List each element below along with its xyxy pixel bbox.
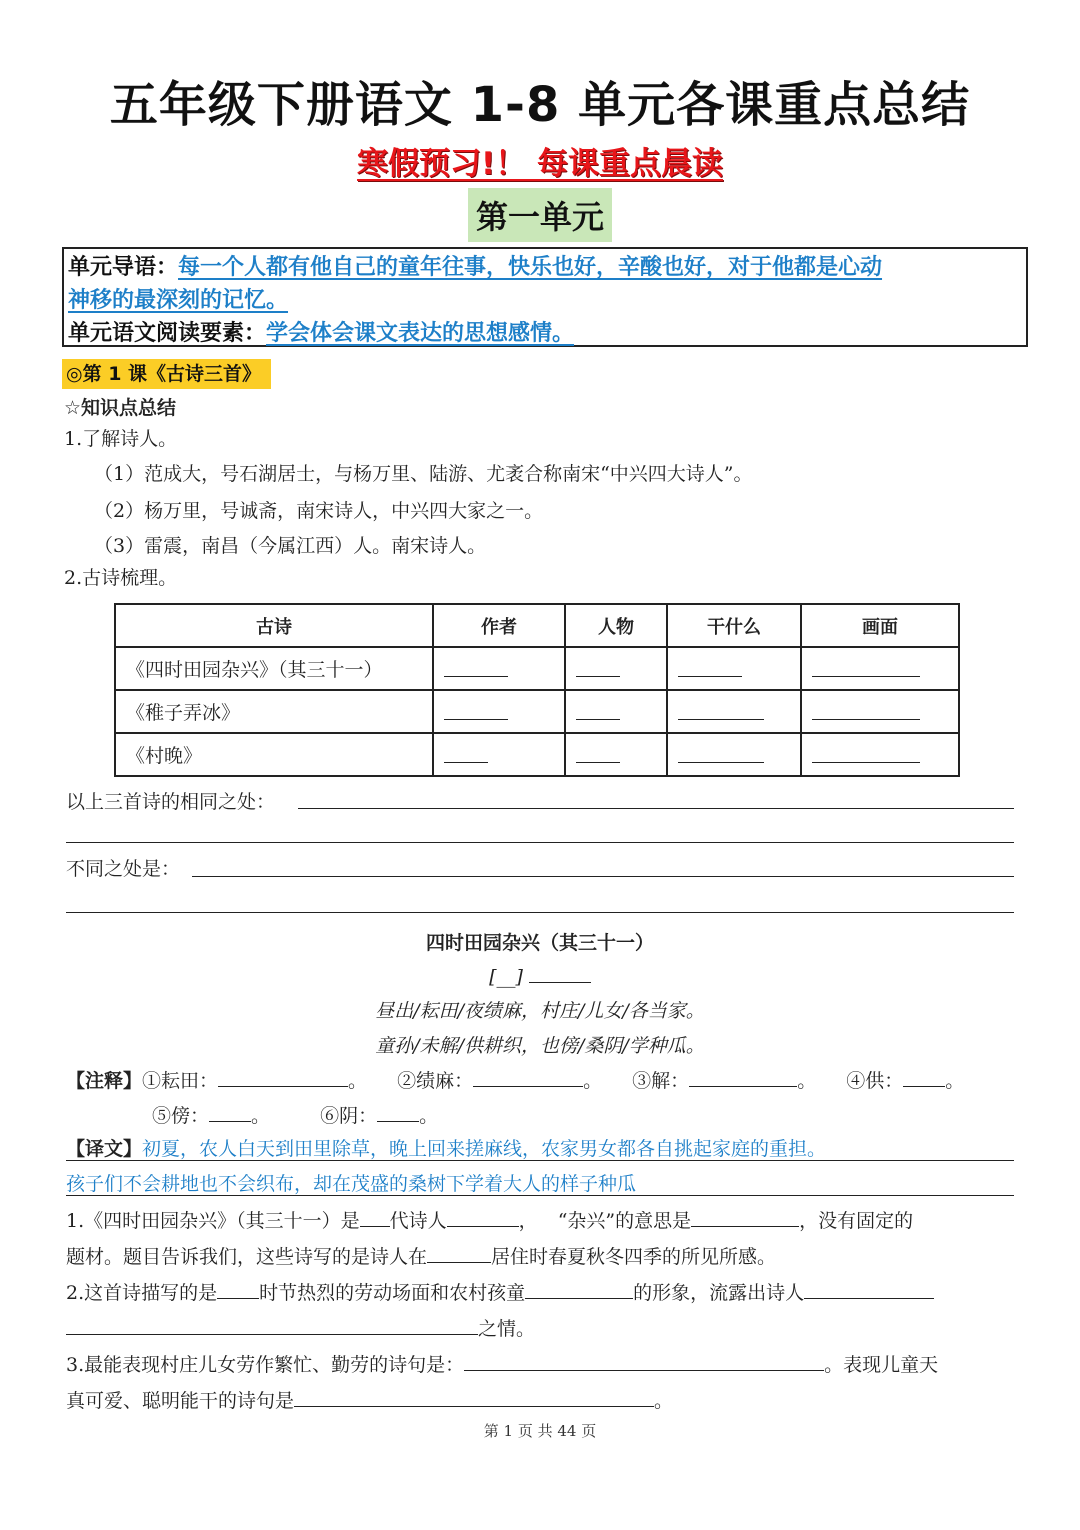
dynasty-bracket[interactable]: [__] — [489, 966, 523, 988]
blank-action[interactable] — [667, 690, 801, 733]
unit-guide — [68, 251, 1022, 284]
q1-place-blank[interactable] — [427, 1242, 491, 1263]
header-action: 干什么 — [667, 604, 801, 647]
knowledge-heading: ☆知识点总结 — [64, 397, 177, 419]
note-2-blank[interactable] — [473, 1066, 583, 1087]
table-row — [115, 733, 959, 776]
question-2-line-2: 之情。 — [66, 1314, 535, 1342]
notes-row-1: 【注释】①耘田： 。 ②绩麻： 。 ③解： 。 ④供： 。 — [66, 1066, 964, 1094]
header-poem: 古诗 — [115, 604, 433, 647]
question-1-line-1: 1.《四时田园杂兴》（其三十一）是 代诗人 ， “杂兴”的意思是 ，没有固定的 — [66, 1206, 913, 1234]
table-cell-poem: 《村晚》 — [115, 733, 433, 776]
q3-verse-blank-2[interactable] — [294, 1386, 654, 1407]
note-2: ②绩麻： — [397, 1070, 474, 1092]
poet-yang-wanli: （2）杨万里，号诚斋，南宋诗人，中兴四大家之一。 — [94, 500, 544, 522]
blank-author[interactable] — [433, 733, 565, 776]
q2-feeling-blank[interactable] — [804, 1278, 934, 1299]
poem-title: 四时田园杂兴（其三十一） — [425, 932, 654, 954]
lesson-badge: ◎第 1 课《古诗三首》 — [62, 359, 271, 389]
header-author: 作者 — [433, 604, 565, 647]
question-2-line-1: 2.这首诗描写的是 时节热烈的劳动场面和农村孩童 的形象，流露出诗人 — [66, 1278, 934, 1306]
table-cell-poem: 《稚子弄冰》 — [115, 690, 433, 733]
unit-guide-text-2: 神移的最深刻的记忆。 — [68, 288, 289, 313]
unit-reading-element — [68, 317, 1022, 350]
note-4-blank[interactable] — [903, 1066, 945, 1087]
notes-row-2: ⑤傍： 。 ⑥阴： 。 — [152, 1101, 438, 1129]
translation-row-1 — [66, 1136, 826, 1162]
poem-dynasty-author — [0, 962, 1080, 988]
unit-guide-label: 单元导语： — [68, 255, 179, 280]
diff-blank-line-2[interactable] — [66, 912, 1014, 913]
blank-scene[interactable] — [801, 690, 959, 733]
unit-guide-text: 每一个人都有他自己的童年往事，快乐也好，辛酸也好，对于他都是心动 — [178, 255, 883, 280]
translation-line-2: 孩子们不会耕地也不会织布，却在茂盛的桑树下学着大人的样子种瓜 — [66, 1173, 637, 1195]
note-4: ④供： — [846, 1070, 904, 1092]
page-footer: 第 1 页 共 44 页 — [483, 1422, 597, 1440]
blank-scene[interactable] — [801, 647, 959, 690]
blank-action[interactable] — [667, 733, 801, 776]
q1-poet-blank[interactable] — [447, 1206, 519, 1227]
unit-intro-box — [62, 247, 1028, 347]
note-5-blank[interactable] — [209, 1101, 251, 1122]
table-cell-poem: 《四时田园杂兴》（其三十一） — [115, 647, 433, 690]
q2-feeling-blank-2[interactable] — [66, 1314, 478, 1335]
unit-title: 第一单元 — [468, 188, 612, 242]
same-blank-line[interactable] — [298, 808, 1014, 809]
header-character: 人物 — [565, 604, 667, 647]
poet-fan-chengda: （1）范成大，号石湖居士，与杨万里、陆游、尤袤合称南宋“中兴四大诗人”。 — [94, 463, 753, 485]
note-1: ①耘田： — [142, 1070, 219, 1092]
question-3-line-1: 3.最能表现村庄儿女劳作繁忙、勤劳的诗句是： 。表现儿童天 — [66, 1350, 938, 1378]
q1-meaning-blank[interactable] — [691, 1206, 799, 1227]
diff-blank-line[interactable] — [192, 876, 1014, 877]
reading-element-text: 学会体会课文表达的思想感情。 — [266, 321, 575, 346]
poem-summary-table — [114, 603, 960, 777]
note-3: ③解： — [632, 1070, 690, 1092]
blank-author[interactable] — [433, 647, 565, 690]
diff-label: 不同之处是： — [66, 858, 181, 880]
blank-character[interactable] — [565, 690, 667, 733]
unit-heading-wrap — [0, 188, 1080, 242]
same-blank-line-2[interactable] — [66, 842, 1014, 843]
blank-character[interactable] — [565, 733, 667, 776]
table-row — [115, 690, 959, 733]
document-title: 五年级下册语文 1-8 单元各课重点总结 — [109, 77, 971, 133]
q2-season-blank[interactable] — [217, 1278, 259, 1299]
note-5: ⑤傍： — [152, 1105, 210, 1127]
q3-verse-blank-1[interactable] — [464, 1350, 824, 1371]
reading-element-label: 单元语文阅读要素： — [68, 321, 267, 346]
note-3-blank[interactable] — [689, 1066, 797, 1087]
table-header-row — [115, 604, 959, 647]
notes-label: 【注释】 — [66, 1070, 143, 1092]
unit-guide-cont — [68, 284, 1022, 317]
note-6: ⑥阴： — [320, 1105, 378, 1127]
translation-line-1: 初夏，农人白天到田里除草，晚上回来搓麻线，农家男女都各自挑起家庭的重担。 — [142, 1138, 827, 1160]
translation-underline-1 — [66, 1160, 1014, 1161]
blank-scene[interactable] — [801, 733, 959, 776]
blank-action[interactable] — [667, 647, 801, 690]
table-row — [115, 647, 959, 690]
poet-lei-zhen: （3）雷震，南昌（今属江西）人。南宋诗人。 — [94, 535, 487, 557]
item-poem-review: 2.古诗梳理。 — [64, 567, 178, 589]
note-1-blank[interactable] — [218, 1066, 348, 1087]
q2-image-blank[interactable] — [525, 1278, 633, 1299]
q1-dynasty-blank[interactable] — [360, 1206, 390, 1227]
translation-underline-2 — [66, 1195, 1014, 1196]
same-label: 以上三首诗的相同之处： — [66, 791, 276, 813]
item-know-poets: 1.了解诗人。 — [64, 428, 178, 450]
document-subtitle: 寒假预习!！ 每课重点晨读 — [357, 146, 723, 182]
question-3-line-2: 真可爱、聪明能干的诗句是 。 — [66, 1386, 673, 1414]
poem-line-2: 童孙/未解/供耕织，也傍/桑阴/学种瓜。 — [375, 1035, 705, 1057]
question-1-line-2: 题材。题目告诉我们，这些诗写的是诗人在 居住时春夏秋冬四季的所见所感。 — [66, 1242, 776, 1270]
header-scene: 画面 — [801, 604, 959, 647]
poem-line-1: 昼出/耘田/夜绩麻，村庄/儿女/各当家。 — [375, 1000, 705, 1022]
note-6-blank[interactable] — [377, 1101, 419, 1122]
translation-label: 【译文】 — [66, 1138, 143, 1160]
blank-character[interactable] — [565, 647, 667, 690]
author-blank[interactable] — [529, 962, 591, 983]
blank-author[interactable] — [433, 690, 565, 733]
